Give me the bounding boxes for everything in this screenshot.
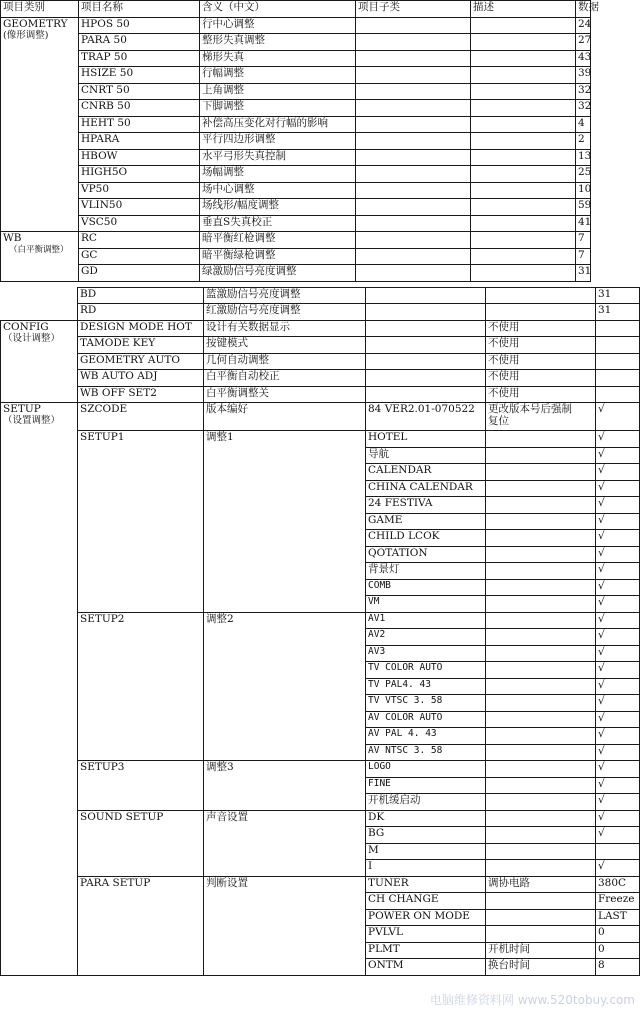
item-desc: 不使用 [486, 353, 596, 370]
item-desc [471, 265, 576, 282]
item-subtype: AV3 [366, 645, 486, 662]
category-subtitle: （白平衡调整） [9, 245, 69, 255]
item-desc [486, 695, 596, 712]
table-row [1, 265, 591, 282]
item-value: √ [596, 744, 640, 761]
item-subtype: GAME [366, 513, 486, 530]
item-desc [486, 827, 596, 844]
table-row [1, 67, 591, 84]
item-name: BD [78, 287, 204, 304]
item-name: TRAP 50 [79, 50, 200, 67]
item-value [596, 843, 640, 860]
item-name: HPOS 50 [79, 17, 200, 34]
item-desc [471, 232, 576, 249]
item-name: CNRB 50 [79, 100, 200, 117]
item-subtype: I [366, 860, 486, 877]
item-subtype: CHINA CALENDAR [366, 480, 486, 497]
item-name: HPARA [79, 133, 200, 150]
item-desc [471, 166, 576, 183]
table-row [1, 431, 640, 448]
item-desc [486, 728, 596, 745]
item-name: TAMODE KEY [78, 337, 204, 354]
item-subtype [356, 67, 471, 84]
item-subtype [356, 182, 471, 199]
item-desc [486, 403, 596, 431]
item-subtype [356, 116, 471, 133]
item-value: 380C [596, 876, 640, 893]
item-subtype: CH CHANGE [366, 893, 486, 910]
table-row [1, 133, 591, 150]
item-subtype [356, 50, 471, 67]
item-subtype [356, 100, 471, 117]
item-value: √ [596, 860, 640, 877]
item-meaning: 白平衡调整关 [204, 386, 366, 403]
item-value: √ [596, 612, 640, 629]
item-name: VP50 [79, 182, 200, 199]
table-row [1, 34, 591, 51]
item-desc [486, 546, 596, 563]
item-value: √ [596, 546, 640, 563]
item-name: SETUP3 [78, 761, 204, 811]
item-value: √ [596, 827, 640, 844]
table-row [1, 232, 591, 249]
item-desc: 开机时间 [486, 942, 596, 959]
item-desc [471, 215, 576, 232]
item-desc [486, 794, 596, 811]
item-meaning: 下脚调整 [200, 100, 356, 117]
header-category: 项目类别 [1, 1, 79, 18]
item-desc [486, 744, 596, 761]
item-value: √ [596, 513, 640, 530]
item-desc [471, 83, 576, 100]
item-name: RD [78, 304, 204, 321]
header-item: 项目名称 [79, 1, 200, 18]
item-value: 59 [576, 199, 591, 216]
item-name: DESIGN MODE HOT [78, 320, 204, 337]
header-subtype: 项目子类 [356, 1, 471, 18]
item-meaning: 场线形/幅度调整 [200, 199, 356, 216]
table-row [1, 116, 591, 133]
item-meaning: 几何自动调整 [204, 353, 366, 370]
item-subtype: DK [366, 810, 486, 827]
item-desc [471, 17, 576, 34]
item-subtype: FINE [366, 777, 486, 794]
item-value: √ [596, 497, 640, 514]
item-meaning: 水平弓形失真控制 [200, 149, 356, 166]
item-value: √ [596, 563, 640, 580]
item-name: WB OFF SET2 [78, 386, 204, 403]
item-value: √ [596, 728, 640, 745]
table-row [1, 83, 591, 100]
item-meaning: 垂直S失真校正 [200, 215, 356, 232]
header-row [1, 1, 591, 18]
item-desc [471, 50, 576, 67]
category-subtitle: （设计调整） [3, 332, 61, 344]
item-desc [486, 843, 596, 860]
item-subtype: AV1 [366, 612, 486, 629]
item-subtype [366, 304, 486, 321]
item-subtype: PLMT [366, 942, 486, 959]
item-desc [471, 248, 576, 265]
item-name: CNRT 50 [79, 83, 200, 100]
item-meaning: 白平衡自动校正 [204, 370, 366, 387]
item-subtype [366, 353, 486, 370]
item-value [596, 370, 640, 387]
item-value: √ [596, 530, 640, 547]
item-value: 31 [596, 304, 640, 321]
item-subtype: TV VTSC 3. 58 [366, 695, 486, 712]
table-row [1, 248, 591, 265]
item-desc: 不使用 [486, 320, 596, 337]
item-subtype: BG [366, 827, 486, 844]
table-row [1, 370, 640, 387]
item-value: √ [596, 777, 640, 794]
item-value: 8 [596, 959, 640, 976]
item-meaning: 按键模式 [204, 337, 366, 354]
item-value [596, 320, 640, 337]
item-desc: 不使用 [486, 386, 596, 403]
item-value: 39 [576, 67, 591, 84]
item-desc [471, 182, 576, 199]
item-meaning: 红激励信号亮度调整 [204, 304, 366, 321]
item-subtype [356, 265, 471, 282]
item-name: SETUP1 [78, 431, 204, 613]
item-subtype: CALENDAR [366, 464, 486, 481]
item-value: √ [596, 447, 640, 464]
upper-table [0, 0, 599, 282]
item-subtype [356, 232, 471, 249]
item-value: √ [596, 695, 640, 712]
item-desc [486, 810, 596, 827]
item-subtype [366, 320, 486, 337]
item-name: SETUP2 [78, 612, 204, 761]
item-desc [486, 678, 596, 695]
item-desc: 不使用 [486, 337, 596, 354]
item-value: √ [596, 810, 640, 827]
item-subtype [356, 166, 471, 183]
item-value [596, 386, 640, 403]
table-row [1, 810, 640, 827]
item-desc [486, 447, 596, 464]
item-desc [486, 287, 596, 304]
item-value: √ [596, 711, 640, 728]
item-value: 4 [576, 116, 591, 133]
item-value: √ [596, 431, 640, 448]
table-row [1, 182, 591, 199]
item-desc [471, 133, 576, 150]
item-desc [486, 662, 596, 679]
item-value: √ [596, 480, 640, 497]
item-subtype [356, 34, 471, 51]
item-subtype: HOTEL [366, 431, 486, 448]
table-row [1, 50, 591, 67]
item-value [596, 353, 640, 370]
item-desc [486, 497, 596, 514]
item-subtype: AV2 [366, 629, 486, 646]
item-desc [486, 860, 596, 877]
item-desc [471, 34, 576, 51]
table-row [1, 612, 640, 629]
item-name: SOUND SETUP [78, 810, 204, 876]
item-meaning: 判断设置 [204, 876, 366, 975]
item-value: 10 [576, 182, 591, 199]
item-desc [486, 304, 596, 321]
item-subtype [356, 149, 471, 166]
item-value: 32 [576, 83, 591, 100]
item-desc [486, 761, 596, 778]
item-subtype [356, 199, 471, 216]
table-row [1, 100, 591, 117]
item-subtype: 背景灯 [366, 563, 486, 580]
item-value: 0 [596, 942, 640, 959]
item-desc [486, 711, 596, 728]
item-value: √ [596, 662, 640, 679]
header-desc: 描述 [471, 1, 576, 18]
category-cell [1, 320, 78, 403]
item-value: √ [596, 629, 640, 646]
item-desc [471, 100, 576, 117]
item-name: GEOMETRY AUTO [78, 353, 204, 370]
item-subtype: 导航 [366, 447, 486, 464]
item-value: √ [596, 678, 640, 695]
item-value: √ [596, 596, 640, 613]
item-subtype: AV NTSC 3. 58 [366, 744, 486, 761]
item-subtype: VM [366, 596, 486, 613]
item-value: 13 [576, 149, 591, 166]
table-row [1, 337, 640, 354]
item-name: PARA SETUP [78, 876, 204, 975]
item-subtype: 24 FESTIVA [366, 497, 486, 514]
table-row [1, 215, 591, 232]
item-subtype: ONTM [366, 959, 486, 976]
header-meaning: 含义（中文） [200, 1, 356, 18]
item-subtype: 84 VER2.01-070522 [366, 403, 486, 431]
item-subtype [356, 133, 471, 150]
item-name: PARA 50 [79, 34, 200, 51]
item-name: HBOW [79, 149, 200, 166]
item-subtype [356, 215, 471, 232]
item-meaning: 篮激励信号亮度调整 [204, 287, 366, 304]
category-cell-empty [1, 287, 78, 304]
item-subtype [366, 287, 486, 304]
table-row [1, 166, 591, 183]
item-subtype: PVLVL [366, 926, 486, 943]
item-desc [486, 513, 596, 530]
category-name: WB [3, 232, 22, 244]
desc-line: 更改版本号后强制 [488, 403, 572, 415]
category-cell [1, 232, 79, 282]
item-value: 41 [576, 215, 591, 232]
table-row [1, 353, 640, 370]
item-desc: 调协电路 [486, 876, 596, 893]
item-name: HEHT 50 [79, 116, 200, 133]
item-value: Freeze [596, 893, 640, 910]
item-meaning: 版本编好 [204, 403, 366, 431]
item-value: 24 [576, 17, 591, 34]
category-name: CONFIG [3, 320, 49, 333]
item-subtype: 开机缓启动 [366, 794, 486, 811]
item-desc [486, 926, 596, 943]
item-desc: 换台时间 [486, 959, 596, 976]
item-name: HSIZE 50 [79, 67, 200, 84]
item-meaning: 声音设置 [204, 810, 366, 876]
item-desc [486, 596, 596, 613]
table-row [1, 17, 591, 34]
item-name: WB AUTO ADJ [78, 370, 204, 387]
item-desc [471, 199, 576, 216]
item-meaning: 行中心调整 [200, 17, 356, 34]
item-meaning: 调整2 [204, 612, 366, 761]
category-cell [1, 17, 79, 232]
item-desc [486, 645, 596, 662]
item-subtype: AV PAL 4. 43 [366, 728, 486, 745]
item-value: 2 [576, 133, 591, 150]
item-value: √ [596, 794, 640, 811]
item-subtype: QOTATION [366, 546, 486, 563]
item-subtype [356, 17, 471, 34]
item-value: 31 [576, 265, 591, 282]
item-value: 32 [576, 100, 591, 117]
item-subtype: COMB [366, 579, 486, 596]
item-desc [486, 431, 596, 448]
item-value: 31 [596, 287, 640, 304]
header-value: 数据 [576, 1, 591, 18]
item-desc [486, 464, 596, 481]
category-cell [1, 403, 78, 976]
category-subtitle: （设置调整） [3, 415, 61, 426]
item-desc [486, 480, 596, 497]
item-meaning: 设计有关数据显示 [204, 320, 366, 337]
item-meaning: 补偿高压变化对行幅的影响 [200, 116, 356, 133]
item-meaning: 调整3 [204, 761, 366, 811]
table-row [1, 761, 640, 778]
item-desc: 不使用 [486, 370, 596, 387]
table-row [1, 876, 640, 893]
item-name: GC [79, 248, 200, 265]
item-name: RC [79, 232, 200, 249]
item-value: 25 [576, 166, 591, 183]
item-meaning: 平行四边形调整 [200, 133, 356, 150]
item-subtype: LOGO [366, 761, 486, 778]
item-subtype [356, 248, 471, 265]
watermark: 电脑维修资料网 www.520tobuy.com [430, 993, 635, 1007]
table-row [1, 287, 640, 304]
item-subtype: CHILD LCOK [366, 530, 486, 547]
item-subtype [366, 337, 486, 354]
item-subtype: TV COLOR AUTO [366, 662, 486, 679]
item-value: 27 [576, 34, 591, 51]
item-meaning: 暗平衡红枪调整 [200, 232, 356, 249]
item-desc [486, 629, 596, 646]
item-value: 7 [576, 248, 591, 265]
item-subtype: TUNER [366, 876, 486, 893]
item-meaning: 行幅调整 [200, 67, 356, 84]
item-name: VLIN50 [79, 199, 200, 216]
item-value: √ [596, 761, 640, 778]
item-meaning: 梯形失真 [200, 50, 356, 67]
item-desc [486, 579, 596, 596]
lower-table [0, 287, 640, 976]
item-subtype [366, 370, 486, 387]
item-name: HIGH5O [79, 166, 200, 183]
table-row [1, 199, 591, 216]
item-value: √ [596, 464, 640, 481]
item-value: √ [596, 645, 640, 662]
item-name: SZCODE [78, 403, 204, 431]
item-desc [486, 893, 596, 910]
item-meaning: 上角调整 [200, 83, 356, 100]
item-meaning: 场幅调整 [200, 166, 356, 183]
item-desc [486, 909, 596, 926]
item-desc [471, 149, 576, 166]
item-name: GD [79, 265, 200, 282]
item-subtype: TV PAL4. 43 [366, 678, 486, 695]
item-desc [486, 563, 596, 580]
table-row [1, 149, 591, 166]
item-value [596, 337, 640, 354]
item-desc [486, 530, 596, 547]
item-desc [486, 612, 596, 629]
item-meaning: 调整1 [204, 431, 366, 613]
item-subtype [366, 386, 486, 403]
category-name: SETUP [3, 403, 41, 415]
item-desc [486, 777, 596, 794]
desc-line: 复位 [488, 415, 509, 427]
category-subtitle: (像形调整) [3, 29, 49, 41]
item-value: 0 [596, 926, 640, 943]
table-row [1, 386, 640, 403]
table-row [1, 403, 640, 431]
item-value: √ [596, 403, 640, 431]
item-meaning: 绿激励信号亮度调整 [200, 265, 356, 282]
table-row [1, 320, 640, 337]
table-row [1, 304, 640, 321]
item-subtype: AV COLOR AUTO [366, 711, 486, 728]
item-desc [471, 67, 576, 84]
item-meaning: 暗平衡绿枪调整 [200, 248, 356, 265]
item-name: VSC50 [79, 215, 200, 232]
item-meaning: 整形失真调整 [200, 34, 356, 51]
category-name: GEOMETRY [3, 17, 68, 30]
item-value: 43 [576, 50, 591, 67]
item-subtype: POWER ON MODE [366, 909, 486, 926]
item-value: 7 [576, 232, 591, 249]
category-cell-empty [1, 304, 78, 321]
item-value: LAST [596, 909, 640, 926]
item-meaning: 场中心调整 [200, 182, 356, 199]
item-subtype: M [366, 843, 486, 860]
item-value: √ [596, 579, 640, 596]
item-desc [471, 116, 576, 133]
item-subtype [356, 83, 471, 100]
